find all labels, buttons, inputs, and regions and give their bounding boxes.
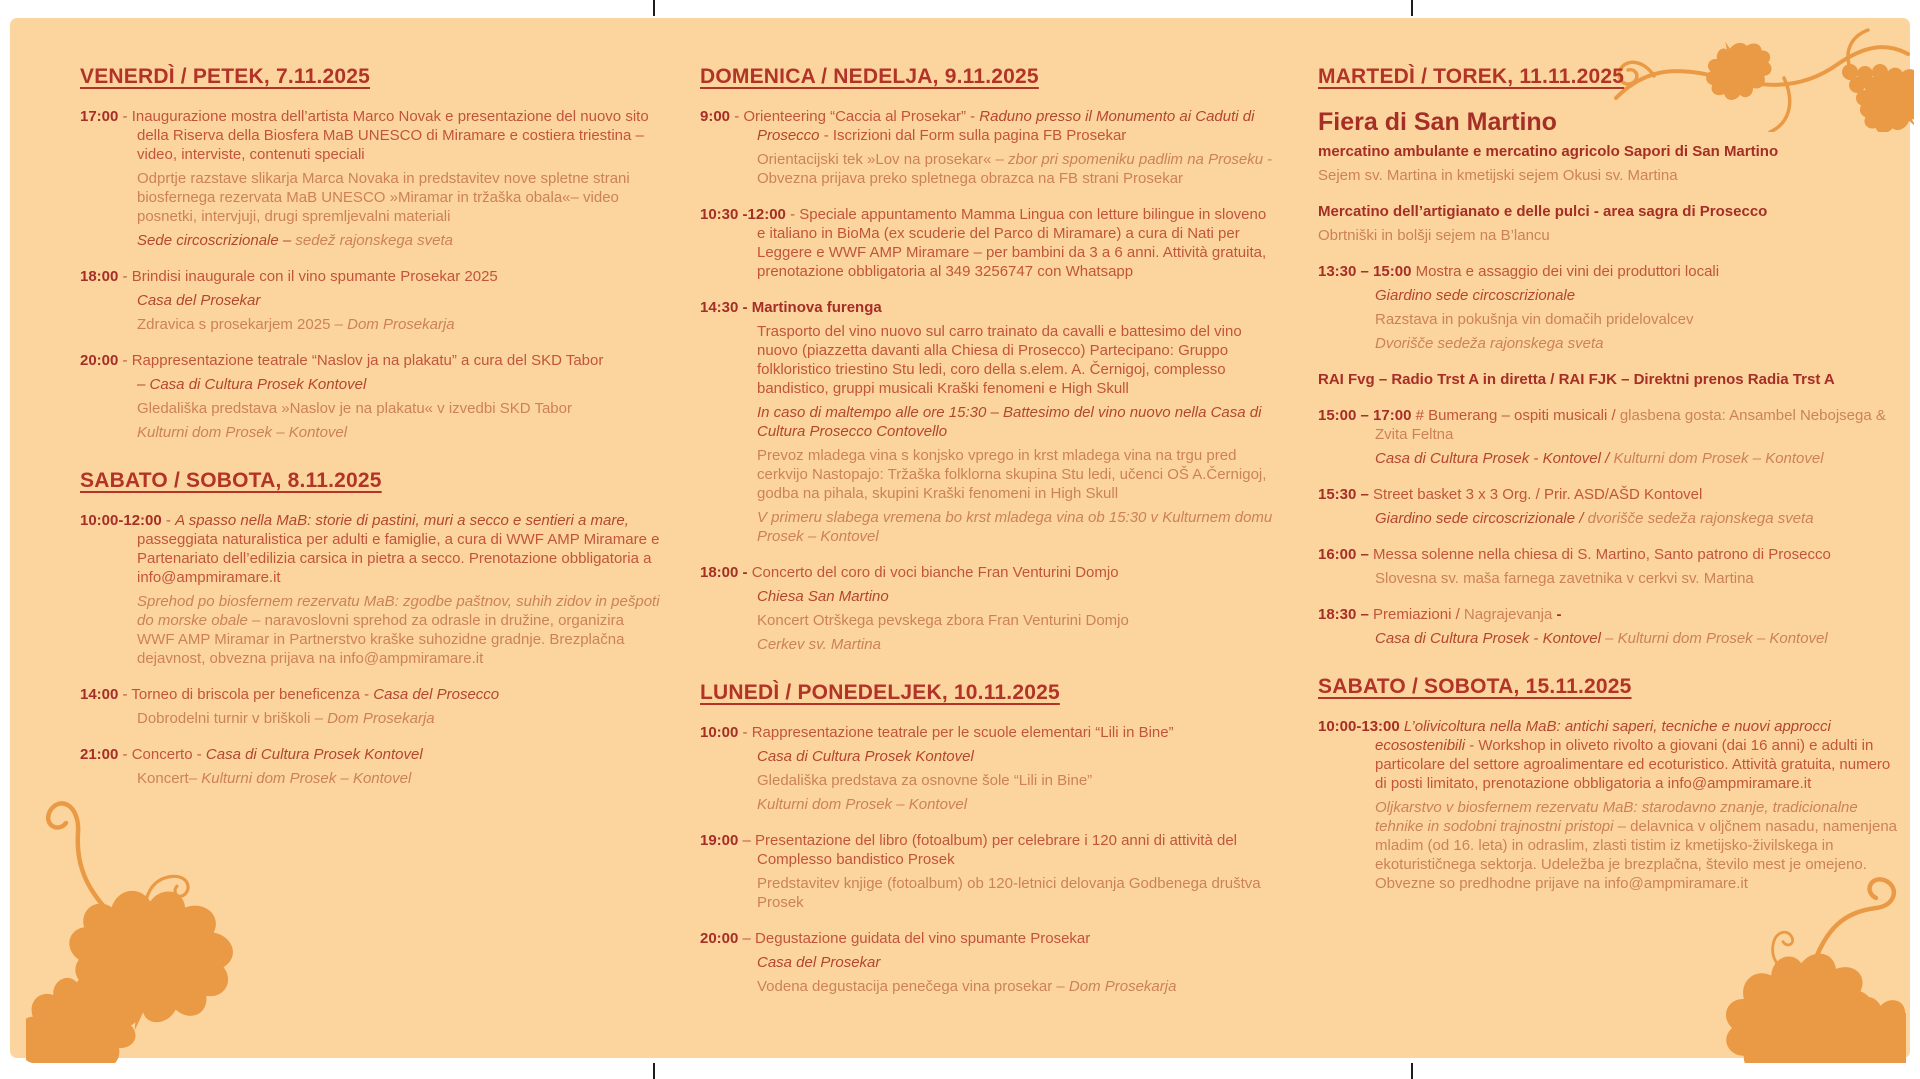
text-segment: Mostra e assaggio dei vini dei produttori locali [1415,263,1720,280]
event-line [757,795,1278,814]
fold-mark [653,1063,655,1079]
fold-mark [1411,0,1413,16]
text-segment: 10:00-12:00 [80,512,162,529]
text-segment: passeggiata naturalistica per adulti e famiglie, a cura di WWF AMP Miramare e Partenariato dell’edilizia carsica in pietra a secco. Prenotazione obbligatoria a info@ampmiramare.it [137,531,660,586]
text-segment: 9:00 [700,108,731,125]
day-heading: VENERDÌ / PETEK, 7.11.2025 [80,65,371,88]
text-segment: RAI Fvg – Radio Trst A in diretta / RAI FJK – Direktni prenos Radia Trst A [1318,371,1835,388]
day-heading: MARTEDÌ / TOREK, 11.11.2025 [1318,65,1625,88]
event [80,685,662,728]
day-heading: DOMENICA / NEDELJA, 9.11.2025 [700,65,1039,88]
column-1 [80,64,662,805]
text-segment: Messa solenne nella chiesa di S. Martino, Santo patrono di Prosecco [1373,546,1831,563]
text-segment: Odprtje razstave slikarja Marca Novaka in predstavitev nove spletne strani biosfernega rezervata MaB UNESCO »Miramar in tržaška obala«– video posnetki, intervjuji, drugi spremljevalni materiali [137,170,630,225]
event-line [757,403,1278,441]
event-line [80,511,662,587]
event-line [757,587,1278,606]
event-line [700,929,1278,948]
text-segment: Sede circoscrizionale – [137,232,296,249]
text-segment: Kulturni dom Prosek – Kontovel [201,770,412,787]
text-segment: Premiazioni / [1373,606,1464,623]
event-line [137,592,662,668]
event-line [1318,406,1906,444]
event-line [1318,262,1906,281]
text-segment: – Kulturni dom Prosek – Kontovel [1600,630,1828,647]
event-line [137,231,662,250]
text-segment: # Bumerang – ospiti musicali / [1415,407,1620,424]
event [700,929,1278,996]
text-segment: Dvorišče sedeža rajonskega sveta [1375,335,1604,352]
text-segment: sedež rajonskega sveta [295,232,454,249]
text-segment: - Orienteering “Caccia al Prosekar” - [730,108,980,125]
text-segment: glasbena gosta: Ansambel Nebojsega & Zvita Feltna [1375,407,1886,443]
text-segment: - [1556,606,1562,623]
text-segment: 20:00 [80,352,119,369]
event [700,298,1278,546]
text-segment: - Obvezna prijava preko spletnega obrazca na FB strani Prosekar [757,151,1273,187]
event [700,831,1278,912]
event-line [137,375,662,394]
event-line [757,747,1278,766]
event-line [1318,142,1906,161]
fold-mark [653,0,655,16]
event-line [1318,202,1906,221]
event [1318,717,1906,893]
text-segment: Dom Prosekarja [327,710,435,727]
day-heading: SABATO / SOBOTA, 8.11.2025 [80,469,382,492]
text-segment: - Workshop in oliveto rivolto a giovani (dai 16 anni) e adulti in particolare del settore agroalimentare ed ecoturistico. Attività gratuita, numero di posti limitato, prenotazione obbligatoria a info@ampmiramare.it [1375,737,1891,792]
event-line [1375,569,1906,588]
text-segment: Casa del Prosekar [757,954,881,971]
event [80,267,662,334]
text-segment: - [161,512,176,529]
event [1318,605,1906,648]
event [700,723,1278,814]
text-segment: 10:30 -12:00 [700,206,786,223]
text-segment: Predstavitev knjige (fotoalbum) ob 120-letnici delovanja Godbenega društva Prosek [757,875,1261,911]
event-line [1375,334,1906,353]
text-segment: 10:00-13:00 [1318,718,1404,735]
event-line [1318,605,1906,624]
event [80,745,662,788]
text-segment: Koncert Otrškega pevskega zbora Fran Venturini Domjo [757,612,1129,629]
text-segment: Prevoz mladega vina s konjsko vprego in krst mladega vina na trgu pred cerkvijo Nastopajo: Tržaška folklorna skupina Stu ledi, učenci OŠ A.Černigoj, godba na pihala, skupini Kraški fenomeni in High Skull [757,447,1267,502]
event-line [137,315,662,334]
event [700,563,1278,654]
text-segment: 15:00 – 17:00 [1318,407,1416,424]
event-line [757,635,1278,654]
text-segment: Chiesa San Martino [757,588,889,605]
day-heading: LUNEDÌ / PONEDELJEK, 10.11.2025 [700,681,1060,704]
text-segment: 19:00 [700,832,739,849]
text-segment: 14:00 [80,686,119,703]
text-segment: - Brindisi inaugurale con il vino spumante Prosekar 2025 [118,268,498,285]
text-segment: Vodena degustacija penečega vina prosekar – [757,978,1069,995]
text-segment: Sprehod po biosfernem rezervatu MaB: zgodbe paštnov, suhih zidov in pešpoti do morske obale – [137,593,660,629]
event [1318,262,1906,353]
text-segment: Casa di Cultura Prosek - Kontovel / [1375,450,1614,467]
event-line [1375,310,1906,329]
event-line [137,169,662,226]
event-line [700,723,1278,742]
text-segment: – delavnica v oljčnem nasadu, namenjena mladim (od 16. leta) in odraslim, zlasti tistim iz kmetijsko-živilskega in ekoturističnega sektorja. Udeležba je brezplačna, število mest je omejeno. Obvezne so predhodne prijave na info@ampmiramare.it [1375,818,1897,892]
text-segment: 17:00 [80,108,119,125]
text-segment: Koncert– [137,770,202,787]
event-line [757,953,1278,972]
event-line [1375,798,1906,893]
text-segment: Orientacijski tek »Lov na prosekar« – [757,151,1008,168]
event-line [1375,449,1906,468]
text-segment: Martinova furenga [751,299,882,316]
text-segment: Sejem sv. Martina in kmetijski sejem Okusi sv. Martina [1318,167,1678,184]
text-segment: 20:00 [700,930,739,947]
event [80,511,662,668]
column-2 [700,64,1278,1013]
text-segment: Cerkev sv. Martina [757,636,881,653]
text-segment: Obrtniški in bolšji sejem na B’lancu [1318,227,1550,244]
text-segment: Kulturni dom Prosek – Kontovel [137,424,348,441]
text-segment: Dom Prosekarja [347,316,455,333]
text-segment: Giardino sede circoscrizionale / [1375,510,1588,527]
text-segment: Dom Prosekarja [1068,978,1177,995]
event-line [757,977,1278,996]
text-segment: 16:00 – [1318,546,1374,563]
event-line [80,267,662,286]
text-segment: - Inaugurazione mostra dell’artista Marco Novak e presentazione del nuovo sito della Riserva della Biosfera MaB UNESCO di Miramare e costiera triestina – video, interviste, contenuti speciali [118,108,649,163]
text-segment: Casa di Cultura Prosek Kontovel [757,748,974,765]
text-segment: Zdravica s prosekarjem 2025 – [137,316,348,333]
event-line [1318,226,1906,245]
event [1318,545,1906,588]
event-line [700,107,1278,145]
text-segment: A spasso nella MaB: storie di pastini, muri a secco e sentieri a mare, [175,512,629,529]
event-line [700,298,1278,317]
text-segment: naravoslovni sprehod za odrasle in družine, organizira WWF AMP Miramar in Partnerstvo kraške suhozidne gradnje. Brezplačna dejavnost, obvezna prijava na info@ampmiramare.it [137,612,625,667]
event-line [137,769,662,788]
text-segment: - Speciale appuntamento Mamma Lingua con letture bilingue in sloveno e italiano in BioMa (ex scuderie del Parco di Miramare) a cura di Nati per Leggere e WWF AMP Miramare – per bambini da 3 a 6 anni. Attività gratuita, prenotazione obbligatoria al 349 3256747 con Whatsapp [757,206,1267,280]
event-line [1375,509,1906,528]
text-segment: Giardino sede circoscrizionale [1375,287,1576,304]
text-segment: Fiera di San Martino [1318,108,1557,136]
event-line [137,423,662,442]
event-line [1318,485,1906,504]
text-segment: – Degustazione guidata del vino spumante Prosekar [738,930,1091,947]
event-line [700,831,1278,869]
event-line [757,508,1278,546]
event-line [1318,166,1906,185]
event [700,107,1278,188]
fold-mark [1411,1063,1413,1079]
info-block [1318,370,1906,389]
text-segment: V primeru slabega vremena bo krst mladega vina ob 15:30 v Kulturnem domu Prosek – Kontovel [757,509,1273,545]
text-segment: 21:00 [80,746,119,763]
text-segment: - Concerto - [118,746,206,763]
text-segment: Slovesna sv. maša farnega zavetnika v cerkvi sv. Martina [1375,570,1754,587]
text-segment: 18:30 – [1318,606,1374,623]
day-heading: SABATO / SOBOTA, 15.11.2025 [1318,675,1632,698]
event-line [757,771,1278,790]
text-segment: Kulturni dom Prosek – Kontovel [757,796,968,813]
text-segment: Raduno presso il Monumento ai Caduti di Prosecco [757,108,1255,144]
event-line [757,611,1278,630]
event-line [1318,107,1906,137]
event [80,107,662,250]
event-line [1318,717,1906,793]
column-3 [1318,64,1906,910]
text-segment: Kulturni dom Prosek – Kontovel [1613,450,1824,467]
event-line [1318,545,1906,564]
text-segment: 15:30 – [1318,486,1374,503]
info-block [1318,107,1906,185]
text-segment: Trasporto del vino nuovo sul carro trainato da cavalli e battesimo del vino nuovo (piazzetta davanti alla Chiesa di Prosecco) Partecipano: Gruppo folkloristico triestino Stu ledi, coro della s.elem. A. Černigoj, complesso bandistico, gruppi musicali Kraški fenomeni e High Skull [757,323,1242,397]
event-line [137,291,662,310]
text-segment: – Presentazione del libro (fotoalbum) per celebrare i 120 anni di attività del Complesso bandistico Prosek [738,832,1237,868]
event-line [1318,370,1906,389]
text-segment: Razstava in pokušnja vin domačih pridelovalcev [1375,311,1694,328]
text-segment: - Rappresentazione teatrale “Naslov ja na plakatu” a cura del SKD Tabor [118,352,604,369]
text-segment: Concerto del coro di voci bianche Fran Venturini Domjo [751,564,1119,581]
event [1318,406,1906,468]
text-segment: Casa di Cultura Prosek Kontovel [205,746,423,763]
event-line [757,150,1278,188]
text-segment: - Iscrizioni dal Form sulla pagina FB Prosekar [819,127,1127,144]
text-segment: 14:30 - [700,299,752,316]
text-segment: 18:00 [80,268,119,285]
text-segment: Mercatino dell’artigianato e delle pulci - area sagra di Prosecco [1318,203,1768,220]
text-segment: Gledališka predstava »Naslov je na plakatu« v izvedbi SKD Tabor [137,400,572,417]
event-line [700,563,1278,582]
text-segment: Casa del Prosekar [137,292,261,309]
event-line [700,205,1278,281]
text-segment: Gledališka predstava za osnovne šole “Lili in Bine” [757,772,1093,789]
text-segment: Casa del Prosecco [373,686,500,703]
text-segment: 10:00 [700,724,739,741]
event-line [80,685,662,704]
text-segment: Nagrajevanja [1463,606,1557,623]
text-segment: Casa di Cultura Prosek - Kontovel [1375,630,1601,647]
event [1318,485,1906,528]
text-segment: L’olivicoltura nella MaB: antichi saperi, tecniche e nuovi approcci ecosostenibili [1375,718,1831,754]
text-segment: dvorišče sedeža rajonskega sveta [1587,510,1814,527]
event-line [137,399,662,418]
text-segment: – Casa di Cultura Prosek Kontovel [137,376,367,393]
text-segment: Dobrodelni turnir v briškoli – [137,710,328,727]
text-segment: Oljkarstvo v biosfernem rezervatu MaB: starodavno znanje, tradicionalne tehnike in sodobni trajnostni pristopi [1375,799,1858,835]
event-line [80,107,662,164]
event-line [1375,286,1906,305]
text-segment: 18:00 - [700,564,752,581]
text-segment: zbor pri spomeniku padlim na Proseku [1007,151,1264,168]
text-segment: In caso di maltempo alle ore 15:30 – Battesimo del vino nuovo nella Casa di Cultura Prosecco Contovello [757,404,1262,440]
event-line [757,322,1278,398]
event-line [80,351,662,370]
info-block [1318,202,1906,245]
event [700,205,1278,281]
event-line [137,709,662,728]
event-line [80,745,662,764]
event [80,351,662,442]
event-line [757,446,1278,503]
event-line [757,874,1278,912]
event-line [1375,629,1906,648]
text-segment: - Torneo di briscola per beneficenza - [118,686,374,703]
text-segment: 13:30 – 15:00 [1318,263,1416,280]
text-segment: Street basket 3 x 3 Org. / Prir. ASD/AŠD Kontovel [1373,486,1703,503]
text-segment: mercatino ambulante e mercatino agricolo Sapori di San Martino [1318,143,1779,160]
text-segment: - Rappresentazione teatrale per le scuole elementari “Lili in Bine” [738,724,1174,741]
